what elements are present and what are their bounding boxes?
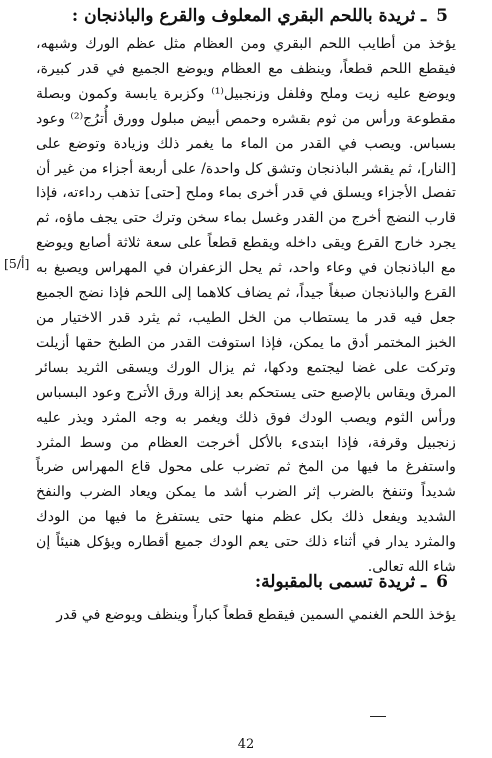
recipe-6-title: ـ ثريدة تسمى بالمقبولة: bbox=[254, 572, 427, 592]
recipe-5-number: 5 bbox=[436, 6, 448, 26]
footnote-divider bbox=[370, 716, 386, 717]
recipe-5-title: ـ ثريدة باللحم البقري المعلوف والقرع والباذنجان : bbox=[71, 6, 427, 26]
recipe-5-body: يؤخذ من أطايب اللحم البقري ومن العظام مثل عظم الورك وشبهه، فيقطع اللحم قطعاً، وينظف مع العظام ويوضع الجميع في قدر كبيرة، ويوضع عليه زيت وملح وفلفل وزنجبيل⁽¹⁾ وكزبرة يابسة وكمون وبصلة مقطوعة ورأس من ثوم بقشره وحمص أبيض مبلول وورق أُترُج⁽²⁾ وعود بسباس. ويصب في القدر من الماء ما يغمر ذلك وزيادة وتوضع على [النار]، ثم يقشر الباذنجان وتشق كل واحدة/ على أربعة أجزاء من غير أن تفصل الأجزاء ويسلق في قدر أخرى بماء وملح [حتى] تذهب رداءته، فإذا قارب النضج أخرج من القدر وغسل بماء سخن وترك حتى يجف ماؤه، ثم يجرد خارج القرع ويقى داخله ويقطع قطعاً على سعة ثلاثة أصابع ويوضع مع الباذنجان في وعاء واحد، ثم يحل الزعفران في المهراس ويصبغ به القرع والباذنجان صبغاً جيداً، ثم يضاف كلاهما إلى اللحم فإذا نضج الجميع جعل فيه قدر ما يستطاب من الخل الطيب، ثم يثرد قدر الاختيار من الخبز المختمر أدق ما يمكن، فإذا استوفت القدر من الطبخ حقها أزيلت وتركت على غضا ليجتمع ودكها، ثم يزال الورك ويسقى الثريد بسائر المرق ويقاس بالإصبع حتى يستحكم بعد إزالة ورق الأترج وعود البسباس ورأس الثوم ويصب الودك فوق ذلك ويغمر به وجه المثرد ويذر عليه زنجبيل وقرفة، فإذا ابتدىء بالأكل أخرجت العظام من وسط المثرد واستفرغ ما فيها من المخ ثم تضرب على محول قاع المهراس ضرباً شديداً وتنفخ بالضرب إثر الضرب أشد ما يمكن ويعاد الضرب والنفخ الشديد ويفعل ذلك بكل عظم منها حتى يستفرغ ما فيها من الودك والمثرد يدار في أثناء ذلك حتى يعم الودك جميع أقطاره ويؤكل هنيئاً إن شاء الله تعالى. bbox=[36, 36, 456, 576]
margin-folio-reference: [أ/5] bbox=[4, 256, 30, 271]
recipe-6-heading bbox=[28, 572, 448, 592]
recipe-6-body: يؤخذ اللحم الغنمي السمين فيقطع قطعاً كباراً وينظف ويوضع في قدر bbox=[56, 607, 456, 623]
recipe-5-heading bbox=[28, 6, 448, 26]
page-number: 42 bbox=[237, 737, 255, 752]
recipe-6-number: 6 bbox=[436, 572, 448, 592]
